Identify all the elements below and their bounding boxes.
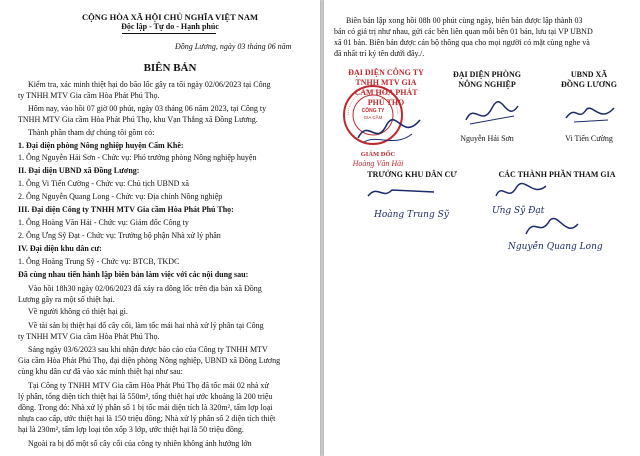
participant2-signature [520, 212, 584, 242]
para6-line1: Sáng ngày 03/6/2023 sau khi nhận được báo cáo của Công ty TNHH MTV [28, 345, 268, 354]
agri-signature [462, 98, 522, 132]
members-intro: Thành phần tham dự chúng tôi gồm có: [28, 128, 155, 137]
para3-line2: Lương gây ra một số thiệt hại. [18, 295, 115, 304]
header-motto: Độc lập - Tự do - Hạnh phúc [121, 22, 219, 31]
sig-ubnd-title-line2: ĐỒNG LƯƠNG [561, 80, 617, 89]
section2-item1: 1. Ông Vi Tiến Cường - Chức vụ: Chủ tịch UBND xã [18, 179, 189, 188]
para4: Về người không có thiệt hại gì. [28, 307, 128, 316]
para7-line3: đồng. Trong đó: Nhà xử lý phân số 1 bị tốc mái diện tích là 320m², tấm lợp loại [18, 403, 273, 412]
para7-line1: Tại Công ty TNHH MTV Gia cầm Hòa Phát Phú Thọ đã tốc mái 02 nhà xử [28, 381, 269, 390]
sig-company-title-line4: PHÚ THỌ [367, 98, 405, 107]
svg-text:CÔNG TY: CÔNG TY [361, 108, 385, 114]
company-signature [354, 112, 424, 152]
ubnd-signature [560, 98, 620, 130]
sig-ubnd-title-line1: UBND XÃ [570, 70, 608, 79]
closing-line2: bản có giá trị như nhau, gửi các bên liên quan mỗi bên 01 bản, lưu tại VP UBND [334, 27, 593, 36]
section4-heading: IV. Đại diện khu dân cư: [18, 244, 102, 253]
sig-company-title-line2: TNHH MTV GIA [355, 78, 417, 87]
right-document-page [324, 0, 640, 456]
header-country: CỘNG HÒA XÃ HỘI CHỦ NGHĨA VIỆT NAM [81, 12, 259, 22]
participant1-signature [492, 180, 552, 204]
agri-signer-name: Nguyễn Hải Sơn [460, 134, 514, 143]
section3-item1: 1. Ông Hoàng Văn Hải - Chức vụ: Giám đốc Công ty [18, 218, 189, 227]
stamp-director-title: GIÁM ĐỐC [360, 151, 396, 158]
ubnd-signer-name: Vi Tiến Cường [565, 134, 613, 143]
agreed-heading: Đã cùng nhau tiến hành lập biên bản làm việc với các nội dung sau: [18, 270, 249, 279]
section2-heading: II. Đại diện UBND xã Đồng Lương: [18, 166, 140, 175]
section2-item2: 2. Ông Nguyễn Quang Long - Chức vụ: Địa chính Nông nghiệp [18, 192, 223, 201]
section3-heading: III. Đại diện Công ty TNHH MTV Gia cầm Hòa Phát Phú Thọ: [18, 205, 234, 214]
participant1-handwritten-name: Ưng Sỹ Đạt [492, 206, 545, 216]
para7-line5: hại là 230m², tấm lợp loại tôn xốp 3 lớp, ước thiệt hại là 50 triệu đồng. [18, 425, 244, 434]
para7-line4: nhựa cao cấp, ước thiệt hại là 150 triệu đồng; Nhà xử lý phân số 2 diện tích thiệt [18, 414, 276, 423]
para8: Ngoài ra bị đổ một số cây cối của công ty nhiên không ảnh hưởng lớn [28, 439, 252, 448]
para1-line1: Kiểm tra, xác minh thiệt hại do bão lốc gây ra tối ngày 02/06/2023 tại Công [28, 80, 271, 89]
para3-line1: Vào hồi 18h30 ngày 02/06/2023 đã xảy ra dông lốc trên địa bàn xã Đồng [28, 284, 262, 293]
sig-agri-title-line2: NÔNG NGHIỆP [458, 80, 516, 89]
participant2-handwritten-name: Nguyễn Quang Long [508, 242, 603, 252]
para6-line3: cùng khu dân cư đã vào xác minh thiệt hại như sau: [18, 367, 183, 376]
resident-signature [364, 182, 440, 204]
resident-handwritten-name: Hoàng Trung Sỹ [374, 210, 449, 220]
sig-company-title-line1: ĐẠI DIỆN CÔNG TY [348, 68, 424, 77]
sig-company-title-line3: CẦM HÒA PHÁT [354, 88, 418, 97]
para5-line2: ty TNHH MTV Gia cầm Hòa Phát Phú Thọ. [18, 332, 160, 341]
section1-item1: 1. Ông Nguyễn Hải Sơn - Chức vụ: Phó trưởng phòng Nông nghiệp huyện [18, 153, 257, 162]
para5-line1: Về tài sản bị thiệt hại đổ cây cối, làm tốc mái hai nhà xử lý phân tại Công [28, 321, 264, 330]
para1-line2: ty TNHH MTV Gia cầm Hòa Phát Phú Thọ. [18, 91, 160, 100]
section3-item2: 2. Ông Ưng Sỹ Đạt - Chức vụ: Trưởng bộ phận Nhà xử lý phân [18, 231, 221, 240]
svg-text:GIA CẦM: GIA CẦM [363, 115, 383, 120]
document-title: BIÊN BẢN [143, 62, 197, 74]
section1-heading: 1. Đại diện phòng Nông nghiệp huyện Cẩm Khê: [18, 141, 184, 150]
sig-residents-title: TRƯỞNG KHU DÂN CƯ [367, 170, 457, 179]
para2-line1: Hôm nay, vào hồi 07 giờ 00 phút, ngày 03 tháng 06 năm 2023, tại Công ty [28, 104, 267, 113]
header-underline [122, 33, 216, 34]
para7-line2: lý phân, tổng diện tích thiệt hại là 550m², tổng thiệt hại ước khoảng là 200 triệu [18, 392, 273, 401]
sig-agri-title-line1: ĐẠI DIỆN PHÒNG [452, 70, 521, 79]
closing-line4: đã nhất trí ký tên dưới đây./. [334, 49, 425, 58]
closing-line1: Biên bản lập xong hồi 08h 00 phút cùng ngày, biên bản được lập thành 03 [346, 16, 583, 25]
sig-others-title: CÁC THÀNH PHẦN THAM GIA [498, 170, 616, 179]
para6-line2: Gia cầm Hòa Phát Phú Thọ, đại diện phòng Nông nghiệp, UBND xã Đồng Lương [18, 356, 281, 365]
section4-item1: 1. Ông Hoàng Trung Sỹ - Chức vụ: BTCB, TKDC [18, 257, 180, 266]
stamp-director-name: Hoàng Văn Hải [352, 159, 404, 168]
closing-line3: xã 01 bản. Biên bản được cán bộ thông qua cho mọi người có mặt cùng nghe và [334, 38, 590, 47]
date-line: Đồng Lương, ngày 03 tháng 06 năm [175, 42, 292, 51]
para2-line2: TNHH MTV Gia cầm Hòa Phát Phú Thọ, khu Vạn Thắng xã Đồng Lương. [18, 115, 258, 124]
